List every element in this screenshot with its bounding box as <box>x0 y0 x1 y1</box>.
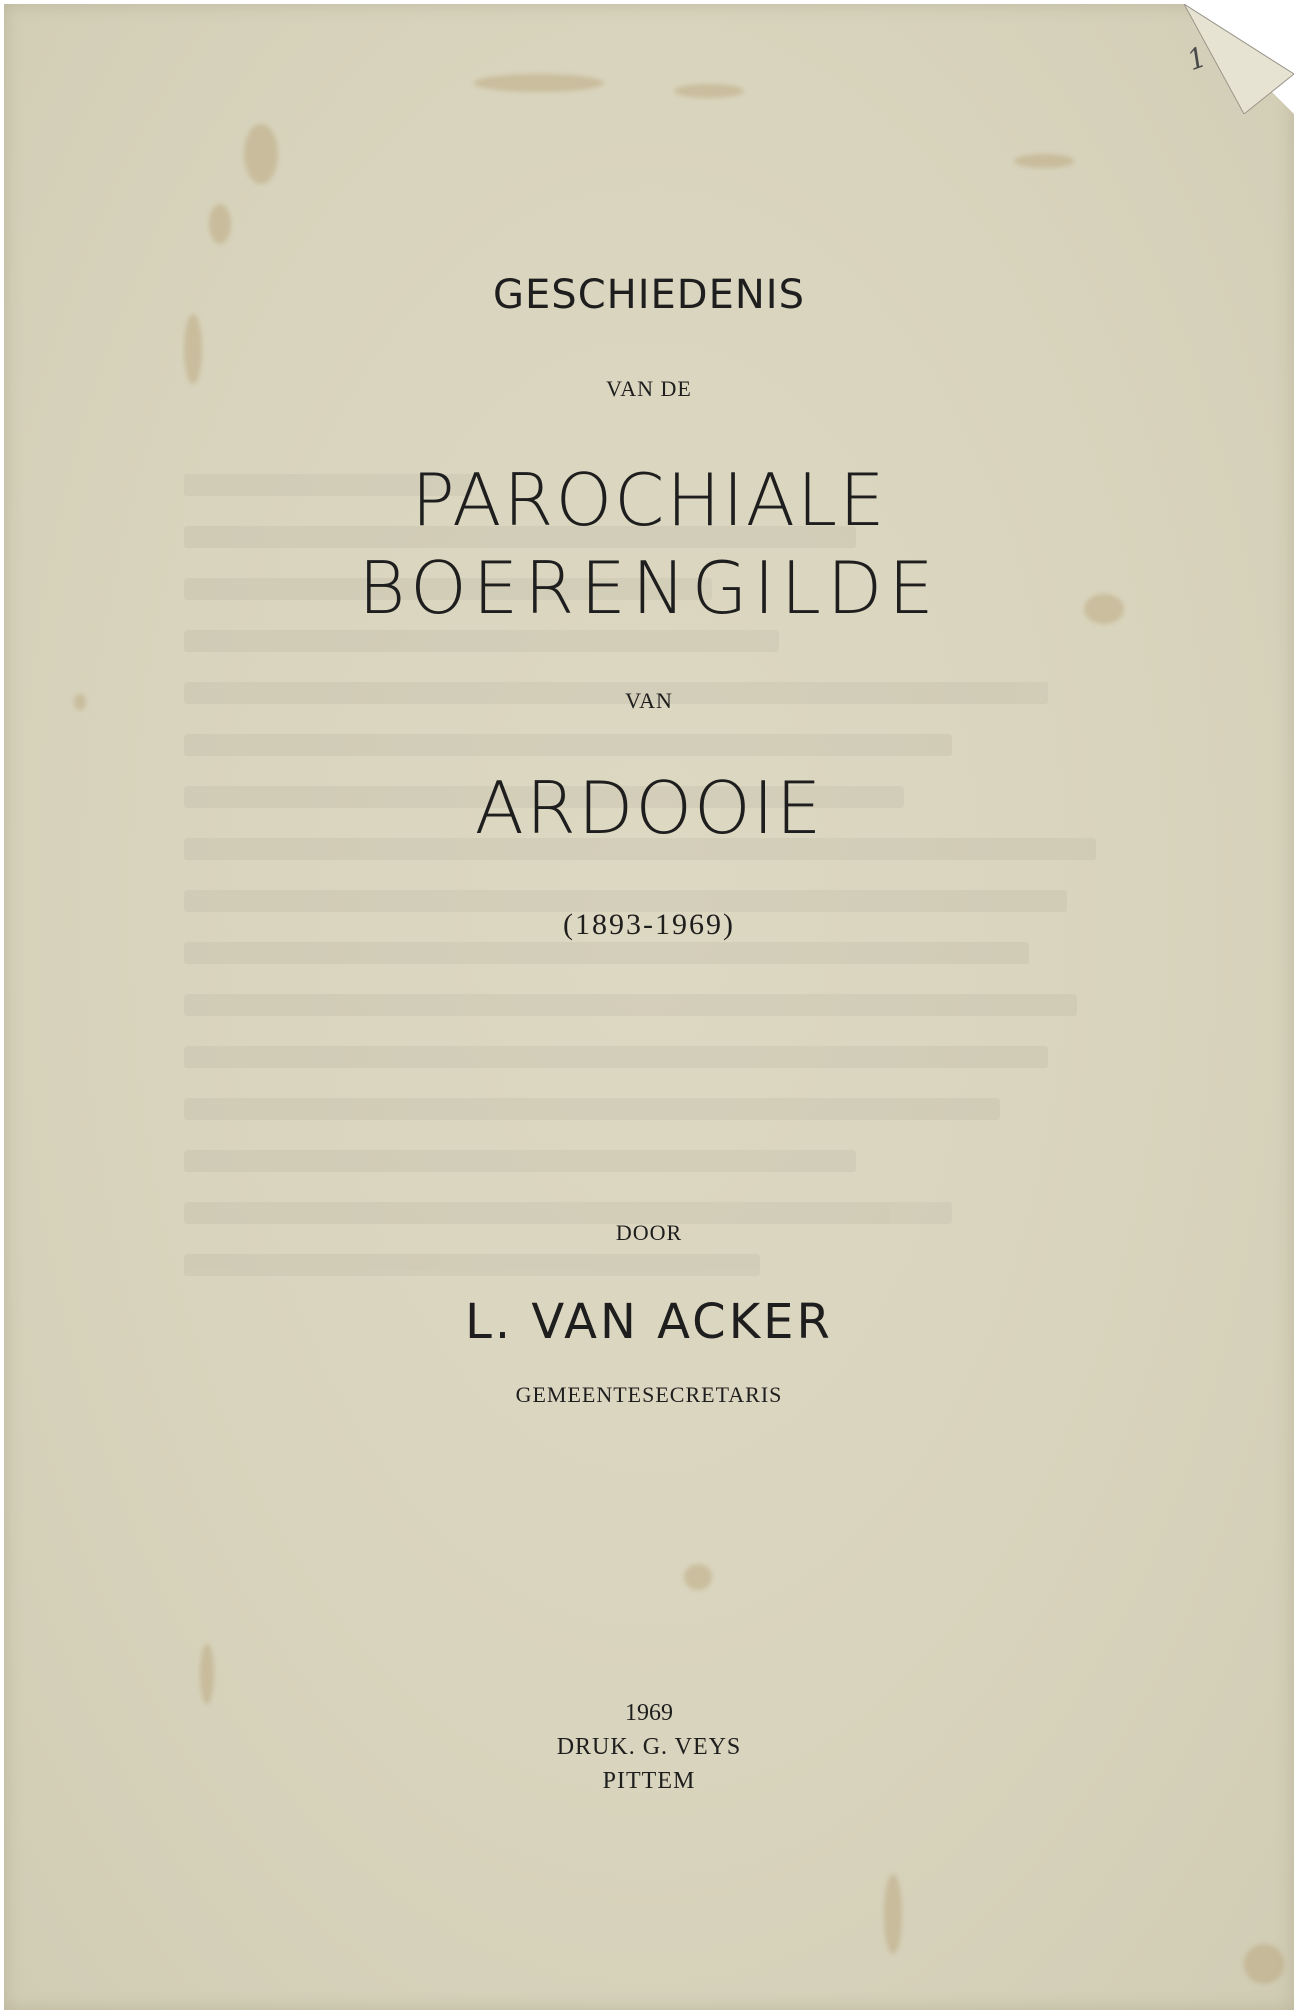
title-years: (1893-1969) <box>563 908 735 941</box>
paper-stain <box>244 124 278 184</box>
book-cover-page <box>4 4 1294 2010</box>
paper-stain <box>200 1644 214 1704</box>
paper-stain <box>184 314 202 384</box>
author-role: GEMEENTESECRETARIS <box>515 1382 783 1407</box>
connector-van: VAN <box>625 688 673 713</box>
paper-stain <box>884 1874 902 1954</box>
author-name: L. VAN ACKER <box>465 1294 833 1350</box>
handwritten-page-number: 1 <box>1183 39 1212 78</box>
printer-location: PITTEM <box>602 1768 696 1794</box>
paper-stain <box>1014 154 1074 168</box>
paper-stain <box>209 204 231 244</box>
by-label: DOOR <box>615 1220 683 1245</box>
heading-geschiedenis: GESCHIEDENIS <box>493 272 805 318</box>
title-line-parochiale: PAROCHIALE <box>411 458 887 542</box>
paper-stain <box>1244 1944 1284 1984</box>
publication-year: 1969 <box>625 1700 673 1726</box>
paper-stain <box>684 1564 712 1590</box>
paper-stain <box>474 74 604 92</box>
printer-name: DRUK. G. VEYS <box>556 1734 742 1760</box>
connector-van-de: VAN DE <box>606 376 692 401</box>
title-line-boerengilde: BOERENGILDE <box>358 546 940 630</box>
title-place-ardooie: ARDOOIE <box>474 766 824 850</box>
paper-stain <box>674 84 744 98</box>
